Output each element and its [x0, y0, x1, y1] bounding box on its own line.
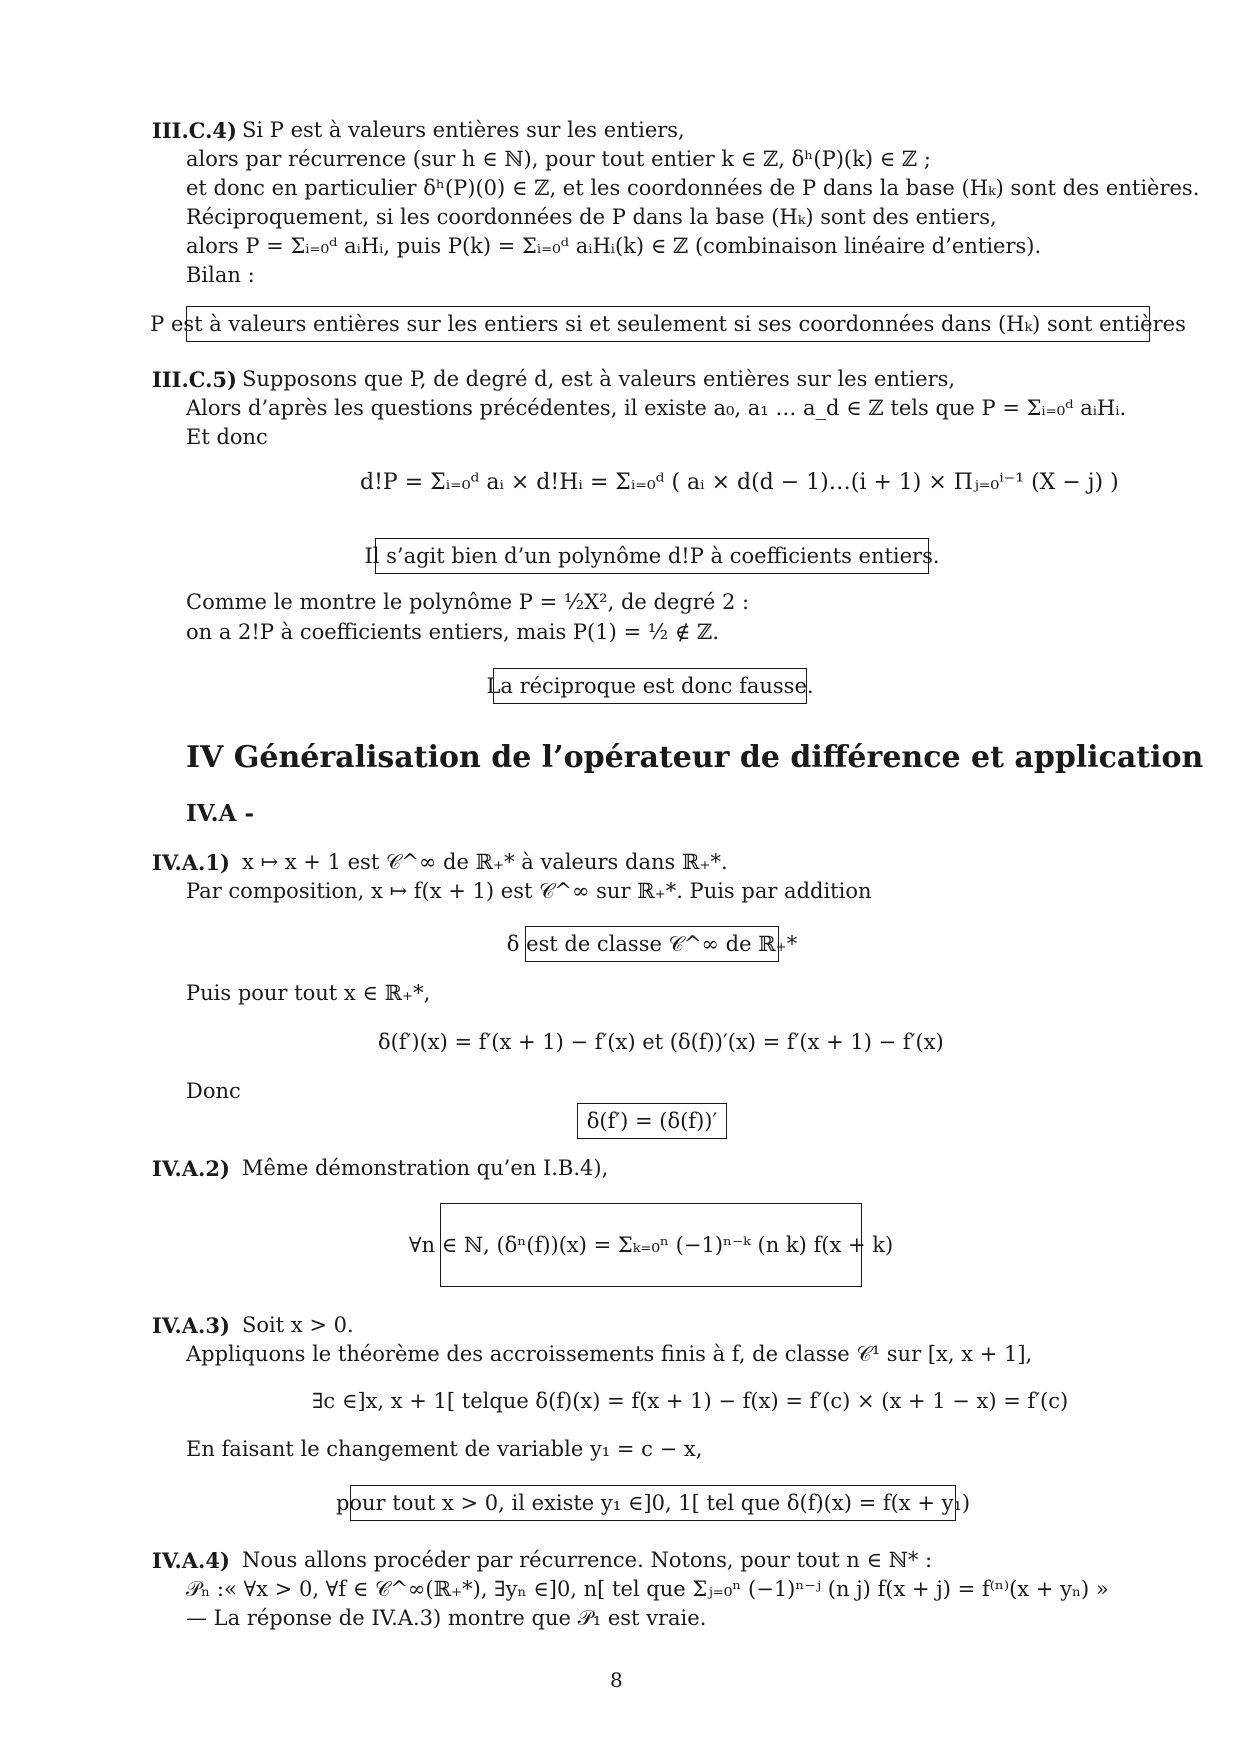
a4-line-1: Nous allons procéder par récurrence. Notons, pour tout n ∈ ℕ* : — [242, 1548, 933, 1572]
c5-display-equation: d!P = Σᵢ₌₀ᵈ aᵢ × d!Hᵢ = Σᵢ₌₀ᵈ ( aᵢ × d(d − 1)…(i + 1) × Πⱼ₌₀ⁱ⁻¹ (X − j) ) — [360, 470, 1119, 495]
a3-line-2: Appliquons le théorème des accroissements finis à f, de classe 𝒞¹ sur [x, x + 1], — [186, 1342, 1033, 1366]
c4-line-3: et donc en particulier δʰ(P)(0) ∈ ℤ, et les coordonnées de P dans la base (Hₖ) sont des entières. — [186, 176, 1200, 200]
c4-line-5: alors P = Σᵢ₌₀ᵈ aᵢHᵢ, puis P(k) = Σᵢ₌₀ᵈ aᵢHᵢ(k) ∈ ℤ (combinaison linéaire d’entiers). — [186, 234, 1042, 258]
a1-result-box-1: δ est de classe 𝒞^∞ de ℝ₊* — [525, 926, 779, 962]
c5-line-3: Et donc — [186, 425, 268, 449]
c4-result-box: P est à valeurs entières sur les entiers si et seulement si ses coordonnées dans (Hₖ) sont entières — [186, 306, 1150, 342]
a1-line-4: Donc — [186, 1079, 241, 1103]
a1-line-3: Puis pour tout x ∈ ℝ₊*, — [186, 981, 431, 1005]
a3-display-equation: ∃c ∈]x, x + 1[ telque δ(f)(x) = f(x + 1) − f(x) = f′(c) × (x + 1 − x) = f′(c) — [312, 1389, 1069, 1413]
section-title: IV Généralisation de l’opérateur de différence et application — [186, 740, 1204, 775]
c5-line-5: on a 2!P à coefficients entiers, mais P(1) = ½ ∉ ℤ. — [186, 620, 720, 644]
subsection-title: IV.A - — [186, 800, 254, 827]
a4-line-3: — La réponse de IV.A.3) montre que 𝒫₁ est vraie. — [186, 1606, 707, 1630]
a2-result-box: ∀n ∈ ℕ, (δⁿ(f))(x) = Σₖ₌₀ⁿ (−1)ⁿ⁻ᵏ (n k) f(x + k) — [440, 1203, 862, 1287]
c5-result-box-1: Il s’agit bien d’un polynôme d!P à coefficients entiers. — [375, 538, 929, 574]
page-number: 8 — [610, 1668, 623, 1692]
a2-line-1: Même démonstration qu’en I.B.4), — [242, 1156, 609, 1180]
a3-line-3: En faisant le changement de variable y₁ = c − x, — [186, 1437, 703, 1461]
c4-line-2: alors par récurrence (sur h ∈ ℕ), pour tout entier k ∈ ℤ, δʰ(P)(k) ∈ ℤ ; — [186, 147, 931, 171]
a4-line-2: 𝒫ₙ :« ∀x > 0, ∀f ∈ 𝒞^∞(ℝ₊*), ∃yₙ ∈]0, n[ tel que Σⱼ₌₀ⁿ (−1)ⁿ⁻ʲ (n j) f(x + j) = f⁽ⁿ⁾(x + yₙ) » — [186, 1577, 1109, 1601]
c4-line-1: Si P est à valeurs entières sur les entiers, — [242, 118, 685, 142]
item-label-a3: IV.A.3) — [152, 1313, 230, 1338]
a3-line-1: Soit x > 0. — [242, 1313, 354, 1337]
c4-line-4: Réciproquement, si les coordonnées de P dans la base (Hₖ) sont des entiers, — [186, 205, 997, 229]
a1-line-1: x ↦ x + 1 est 𝒞^∞ de ℝ₊* à valeurs dans ℝ₊*. — [242, 850, 728, 874]
c5-result-box-2: La réciproque est donc fausse. — [493, 668, 807, 704]
c5-line-4: Comme le montre le polynôme P = ½X², de degré 2 : — [186, 590, 750, 614]
item-label-c5: III.C.5) — [152, 367, 237, 392]
a1-display-equation: δ(f′)(x) = f′(x + 1) − f′(x) et (δ(f))′(x) = f′(x + 1) − f′(x) — [378, 1030, 944, 1054]
a3-result-box: pour tout x > 0, il existe y₁ ∈]0, 1[ tel que δ(f)(x) = f(x + y₁) — [350, 1485, 956, 1521]
item-label-a1: IV.A.1) — [152, 850, 230, 875]
item-label-a4: IV.A.4) — [152, 1548, 230, 1573]
c5-line-2: Alors d’après les questions précédentes, il existe a₀, a₁ … a_d ∈ ℤ tels que P = Σᵢ₌₀ᵈ aᵢHᵢ. — [186, 396, 1127, 420]
item-label-a2: IV.A.2) — [152, 1156, 230, 1181]
c4-line-6: Bilan : — [186, 263, 255, 287]
item-label-c4: III.C.4) — [152, 118, 237, 143]
a1-line-2: Par composition, x ↦ f(x + 1) est 𝒞^∞ sur ℝ₊*. Puis par addition — [186, 879, 872, 903]
c5-line-1: Supposons que P, de degré d, est à valeurs entières sur les entiers, — [242, 367, 956, 391]
a1-result-box-2: δ(f′) = (δ(f))′ — [577, 1103, 727, 1139]
